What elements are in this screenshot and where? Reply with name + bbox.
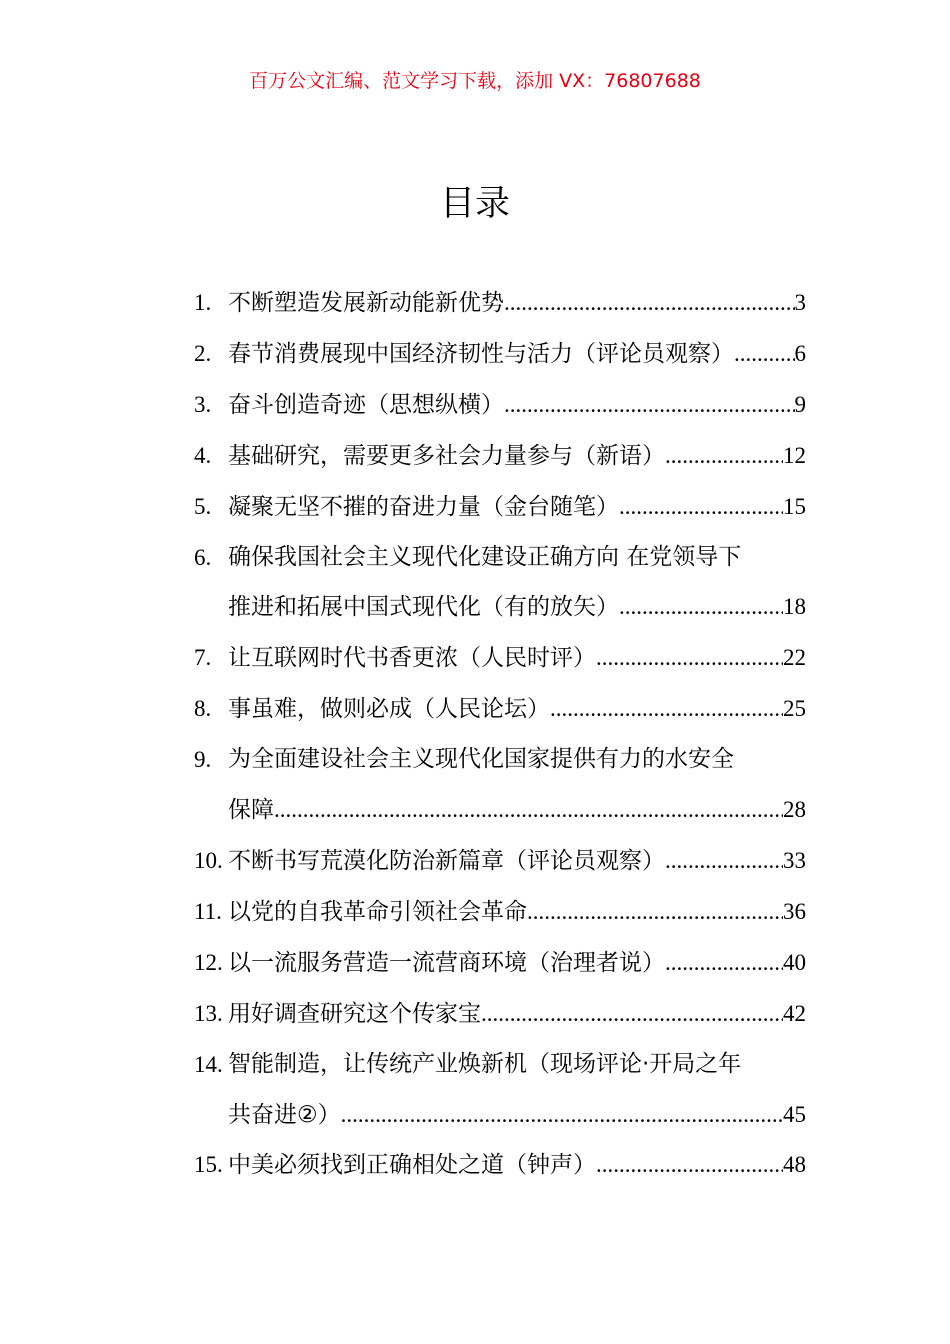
toc-page-number: 22: [783, 645, 806, 671]
toc-entry-number: 14.: [194, 1051, 223, 1077]
toc-entry-number: 3.: [194, 391, 212, 417]
toc-page-number: 28: [783, 797, 806, 823]
toc-entry-title: 奋斗创造奇迹（思想纵横）: [228, 391, 504, 418]
toc-entry-number: 4.: [194, 442, 212, 468]
toc-entry-title: 智能制造，让传统产业焕新机（现场评论·开局之年: [228, 1050, 742, 1077]
toc-page-number: 18: [783, 594, 806, 620]
toc-entry[interactable]: [194, 836, 806, 887]
toc-entry[interactable]: [194, 684, 806, 735]
toc-entry[interactable]: [194, 380, 806, 431]
toc-entry[interactable]: [194, 278, 806, 329]
toc-dot-leader: [665, 938, 783, 988]
table-of-contents: [194, 278, 806, 1191]
toc-entry-title: 推进和拓展中国式现代化（有的放矢）: [228, 594, 619, 621]
toc-dot-leader: [481, 989, 783, 1039]
toc-entry-number: 9.: [194, 747, 212, 773]
toc-page-number: 42: [783, 1000, 806, 1026]
toc-entry-number: 5.: [194, 493, 212, 519]
toc-dot-leader: [550, 684, 783, 734]
toc-page-number: 45: [783, 1101, 806, 1127]
toc-entry-title: 确保我国社会主义现代化建设正确方向 在党领导下: [228, 543, 742, 570]
toc-page-number: 3: [794, 290, 806, 315]
toc-entry-number: 11.: [194, 898, 222, 924]
toc-entry[interactable]: [194, 989, 806, 1040]
toc-entry-number: 10.: [194, 847, 223, 873]
toc-page-number: 48: [783, 1152, 806, 1178]
toc-entry-title: 基础研究，需要更多社会力量参与（新语）: [228, 442, 665, 469]
toc-entry[interactable]: [194, 735, 806, 836]
toc-page-number: 15: [783, 493, 806, 519]
toc-entry[interactable]: [194, 431, 806, 482]
toc-dot-leader: [596, 1140, 783, 1190]
toc-entry-number: 15.: [194, 1152, 223, 1178]
toc-page-number: 33: [783, 847, 806, 873]
toc-entry[interactable]: [194, 533, 806, 634]
toc-entry-title: 共奋进②）: [228, 1101, 341, 1128]
watermark-header: [0, 66, 950, 96]
toc-entry-title: 用好调查研究这个传家宝: [228, 1000, 481, 1027]
toc-dot-leader: [734, 329, 795, 379]
toc-entry-number: 13.: [194, 1000, 223, 1026]
toc-dot-leader: [619, 582, 783, 632]
toc-entry[interactable]: [194, 633, 806, 684]
toc-entry-title: 中美必须找到正确相处之道（钟声）: [228, 1152, 596, 1179]
watermark-text: 百万公文汇编、范文学习下载，添加 VX：76807688: [249, 70, 701, 92]
toc-entry-title: 保障: [228, 797, 274, 824]
toc-entry[interactable]: [194, 938, 806, 989]
toc-entry[interactable]: [194, 1140, 806, 1191]
toc-entry-title: 以党的自我革命引领社会革命: [228, 898, 527, 925]
toc-entry-title: 为全面建设社会主义现代化国家提供有力的水安全: [228, 746, 734, 773]
toc-dot-leader: [504, 278, 795, 328]
toc-dot-leader: [596, 633, 783, 683]
toc-entry-number: 8.: [194, 696, 212, 722]
toc-entry-number: 6.: [194, 544, 212, 570]
toc-entry-number: 1.: [194, 290, 212, 315]
toc-page-number: 12: [783, 442, 806, 468]
toc-dot-leader: [619, 482, 783, 532]
toc-entry-title: 凝聚无坚不摧的奋进力量（金台随笔）: [228, 493, 619, 520]
toc-entry-title: 事虽难，做则必成（人民论坛）: [228, 696, 550, 723]
toc-entry-title: 不断塑造发展新动能新优势: [228, 290, 504, 316]
toc-entry-title: 春节消费展现中国经济韧性与活力（评论员观察）: [228, 340, 734, 367]
toc-entry-title: 不断书写荒漠化防治新篇章（评论员观察）: [228, 847, 665, 874]
toc-dot-leader: [341, 1090, 783, 1140]
toc-dot-leader: [665, 431, 783, 481]
toc-entry-number: 7.: [194, 645, 212, 671]
toc-dot-leader: [504, 380, 795, 430]
toc-entry[interactable]: [194, 329, 806, 380]
toc-entry[interactable]: [194, 887, 806, 938]
page-title: 目录: [439, 184, 510, 224]
toc-entry-title: 以一流服务营造一流营商环境（治理者说）: [228, 949, 665, 976]
toc-entry[interactable]: [194, 482, 806, 533]
toc-page-number: 6: [794, 340, 806, 366]
toc-dot-leader: [527, 887, 783, 937]
toc-entry[interactable]: [194, 1040, 806, 1141]
toc-entry-number: 12.: [194, 949, 223, 975]
toc-page-number: 25: [783, 696, 806, 722]
toc-page-number: 9: [794, 391, 806, 417]
toc-page-number: 36: [783, 898, 806, 924]
toc-page-number: 40: [783, 949, 806, 975]
toc-dot-leader: [665, 836, 783, 886]
toc-dot-leader: [274, 785, 783, 835]
toc-entry-number: 2.: [194, 340, 212, 366]
toc-entry-title: 让互联网时代书香更浓（人民时评）: [228, 645, 596, 672]
